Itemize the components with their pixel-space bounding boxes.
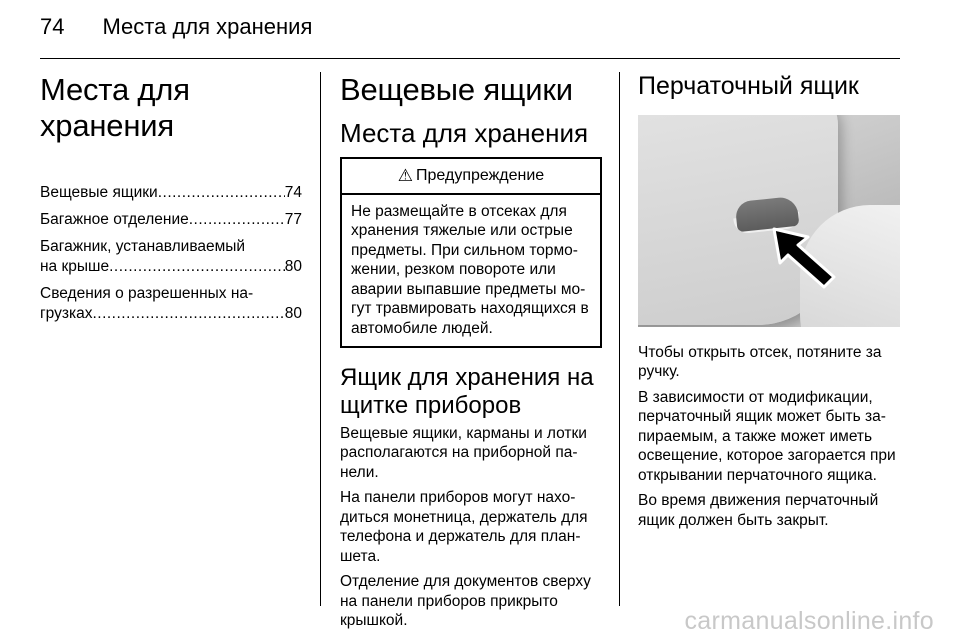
warning-text: Не размещайте в отсеках для хранения тяжелые или острые предметы. При сильном тормо-жении, резком повороте или аварии выпавшие предметы мо-гут травмировать находящихся в автомобиле людей. xyxy=(351,202,589,337)
toc-page: 80 xyxy=(284,258,302,276)
page-number: 74 xyxy=(40,14,65,39)
paragraph: Вещевые ящики, карманы и лотки располагаются на приборной па-нели. xyxy=(340,424,587,481)
toc-page: 74 xyxy=(284,184,302,202)
table-of-contents xyxy=(40,183,302,324)
toc-entry[interactable] xyxy=(40,237,302,277)
toc-label-first-line: Багажник, устанавливаемый xyxy=(40,238,246,256)
pointer-arrow-icon xyxy=(768,223,848,293)
paragraph: В зависимости от модификации, перчаточный ящик может быть за-пираемым, а также может иметь освещение, которое загорается при открывании перчаточного ящика. xyxy=(638,388,896,484)
watermark: carmanualsonline.info xyxy=(684,607,934,635)
page-header xyxy=(40,14,312,40)
toc-label: грузках xyxy=(40,305,93,323)
glovebox-photo xyxy=(638,115,900,327)
header-rule xyxy=(40,58,900,59)
warning-header xyxy=(342,159,600,195)
toc-page: 77 xyxy=(284,211,302,229)
column-glovebox xyxy=(638,72,900,536)
column-divider-1 xyxy=(320,72,321,606)
column-divider-2 xyxy=(619,72,620,606)
column-storage xyxy=(340,72,602,637)
section-title: Вещевые ящики xyxy=(340,72,573,107)
paragraph: Отделение для документов сверху на панели приборов прикрыто крышкой. xyxy=(340,573,591,630)
paragraph: Чтобы открыть отсек, потяните за ручку. xyxy=(638,343,882,381)
header-title: Места для хранения xyxy=(102,14,313,39)
toc-entry[interactable] xyxy=(40,284,302,324)
dashboard-storage-section xyxy=(340,364,602,630)
warning-box xyxy=(340,157,602,349)
chapter-title: Места для хранения xyxy=(40,72,190,143)
subsection-title: Места для хранения xyxy=(340,117,589,148)
column-contents xyxy=(40,72,302,331)
toc-label: Багажное отделение xyxy=(40,211,189,229)
toc-entry[interactable] xyxy=(40,183,302,203)
toc-page: 80 xyxy=(284,305,302,323)
toc-entry[interactable] xyxy=(40,210,302,230)
dashboard-storage-title: Ящик для хранения на щитке приборов xyxy=(340,364,594,419)
toc-label: на крыше xyxy=(40,258,110,276)
toc-label: Вещевые ящики xyxy=(40,184,158,202)
warning-heading: Предупреждение xyxy=(416,166,545,184)
toc-label-first-line: Сведения о разрешенных на- xyxy=(40,285,254,303)
paragraph: На панели приборов могут нахо-диться монетница, держатель для телефона и держатель для план-шета. xyxy=(340,489,588,565)
warning-icon: ⚠ xyxy=(397,165,414,185)
glovebox-title: Перчаточный ящик xyxy=(638,72,859,100)
paragraph: Во время движения перчаточный ящик должен быть закрыт. xyxy=(638,492,879,529)
